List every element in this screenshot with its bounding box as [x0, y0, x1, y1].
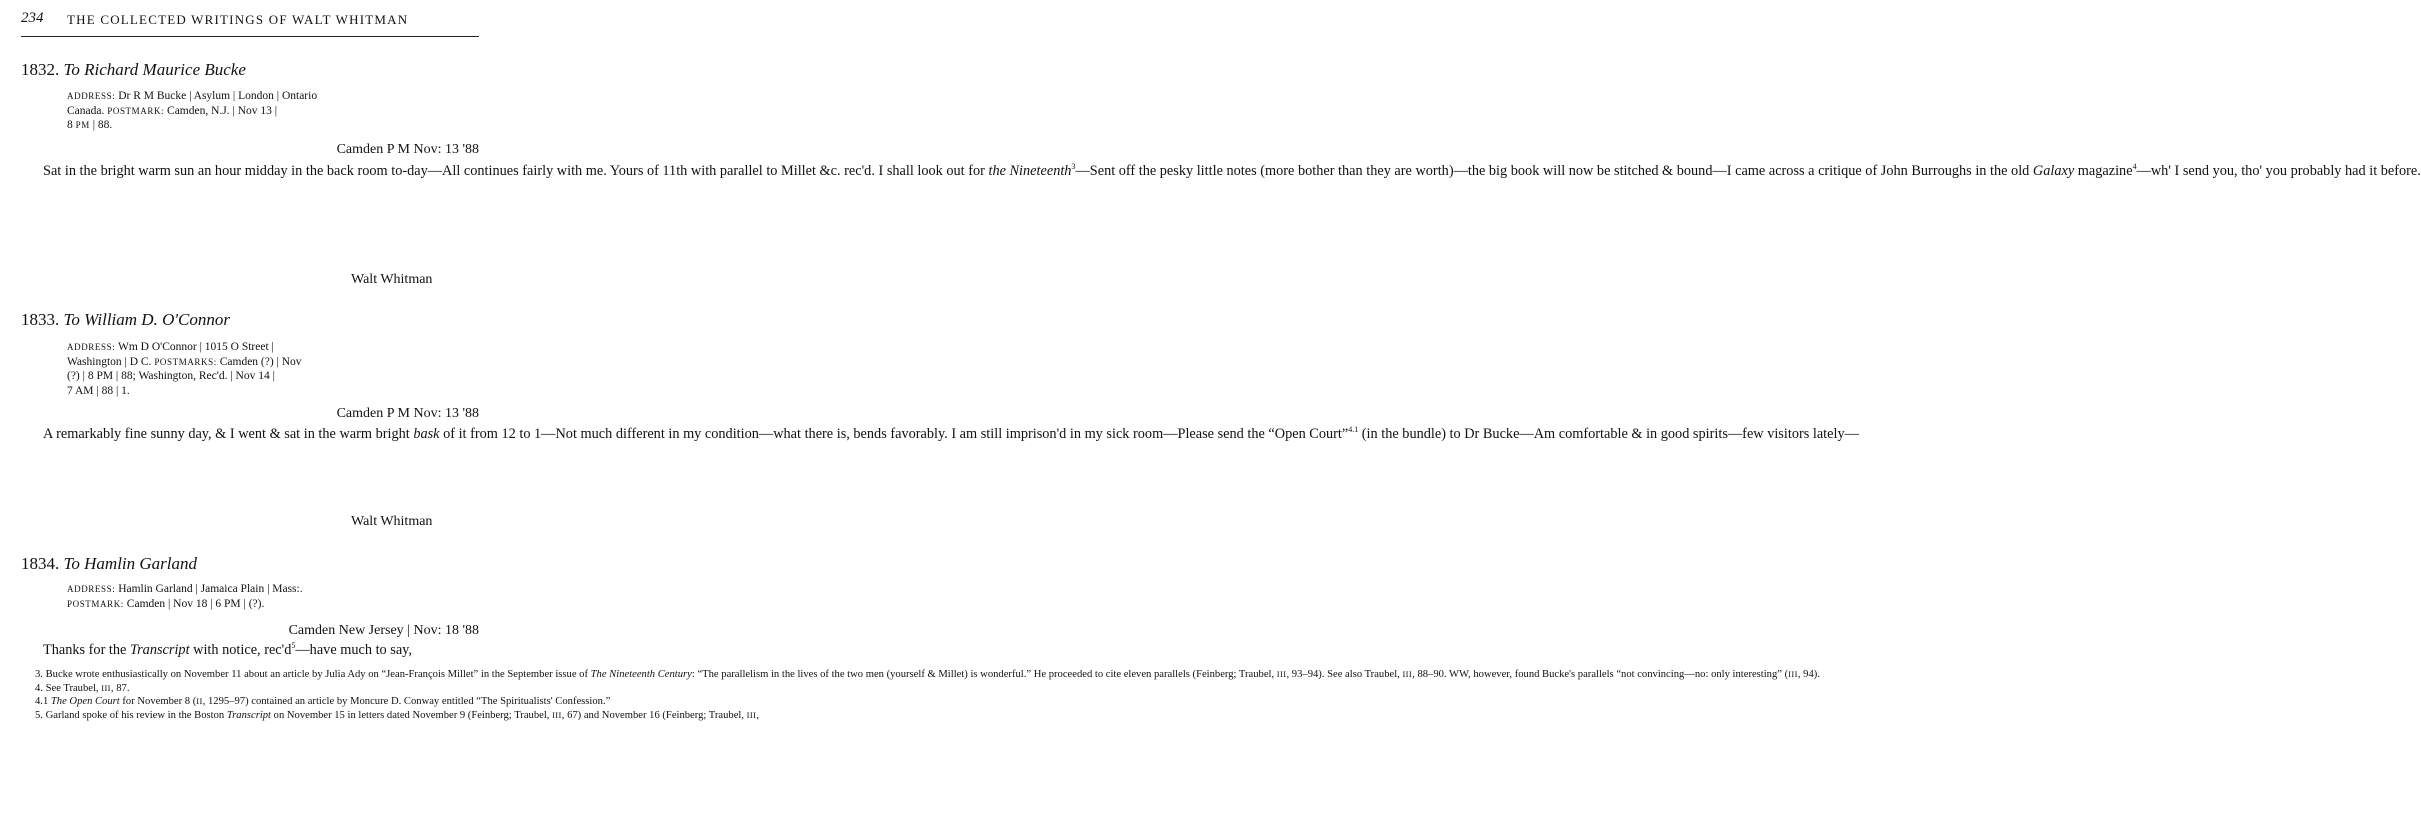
footnotes: [21, 668, 1820, 722]
dateline-1832: Camden P M Nov: 13 '88: [336, 142, 479, 157]
letter-recipient: To Richard Maurice Bucke: [63, 60, 246, 79]
letter-heading-1833: 1833. To William D. O'Connor: [21, 310, 230, 329]
footnote-5: 5. Garland spoke of his review in the Boston Transcript on November 15 in letters dated November 9 (Feinberg; Traubel, III, 67) and November 16 (Feinberg; Traubel, III,: [35, 709, 760, 721]
running-title: THE COLLECTED WRITINGS OF WALT WHITMAN: [67, 12, 409, 27]
letter-body-1832: Sat in the bright warm sun an hour midday in the back room to-day—All continues fairly with me. Yours of 11th with parallel to Millet &c. rec'd. I shall look out for the Nineteenth$^3$—Sent off the pesky little notes (more bother than they are worth)—the big book will now be stitched & bound—I came across a critique of John Burroughs in the old Galaxy magazine$^4$—wh' I send you, tho' you probably had it before.: [43, 162, 2421, 179]
footnote-3: 3. Bucke wrote enthusiastically on November 11 about an article by Julia Ady on “Jean-François Millet” in the September issue of The Nineteenth Century: “The parallelism in the lives of the two men (yourself & Millet) is wonderful.” He proceeded to cite eleven parallels (Feinberg; Traubel, III, 93–94). See also Traubel, III, 88–90. WW, however, found Bucke's parallels “not convincing—no: only interesting” (III, 94).: [35, 669, 1820, 680]
footnote-4-1: 4.1 The Open Court for November 8 (II, 1295–97) contained an article by Moncure D. Conway entitled “The Spiritualists' Confession.”: [35, 696, 611, 707]
letter-number: 1832.: [21, 60, 60, 79]
letter-body-1833: A remarkably fine sunny day, & I went & sat in the warm bright bask of it from 12 to 1—Not much different in my condition—what there is, bends favorably. I am still imprison'd in my sick room—Please send the “Open Court”$^{4.1}$ (in the bundle) to Dr Bucke—Am comfortable & in good spirits—few visitors lately—: [43, 425, 1859, 442]
running-head: [21, 10, 479, 32]
dateline-1834: Camden New Jersey | Nov: 18 '88: [288, 623, 479, 638]
dateline-1833: Camden P M Nov: 13 '88: [336, 406, 479, 421]
letter-body-1834: Thanks for the Transcript with notice, $rec'd^5—have$ much to say,: [43, 641, 412, 658]
signature-1832: Walt Whitman: [351, 272, 433, 287]
header-rule: [21, 36, 479, 37]
letter-heading-1834: 1834. To Hamlin Garland: [21, 554, 198, 573]
address-block-1834: ADDRESS: Hamlin Garland | Jamaica Plain | Mass:. POSTMARK: Camden | Nov 18 | 6 PM | (?).: [67, 583, 303, 610]
signature-1833: Walt Whitman: [351, 514, 433, 529]
page-number: 234: [21, 10, 44, 26]
letter-heading-1832: [21, 60, 246, 80]
address-block-1832: ADDRESS: Dr R M Bucke | Asylum | London | Ontario Canada. POSTMARK: Camden, N.J. | Nov 13 | 8 PM | 88.: [67, 90, 318, 131]
address-block-1833: ADDRESS: Wm D O'Connor | 1015 O Street | Washington | D C. POSTMARKS: Camden (?) | Nov (?) | 8 PM | 88; Washington, Rec'd. | Nov 14 | 7 AM | 88 | 1.: [67, 341, 302, 397]
footnote-4: 4. See Traubel, III, 87.: [35, 682, 130, 694]
